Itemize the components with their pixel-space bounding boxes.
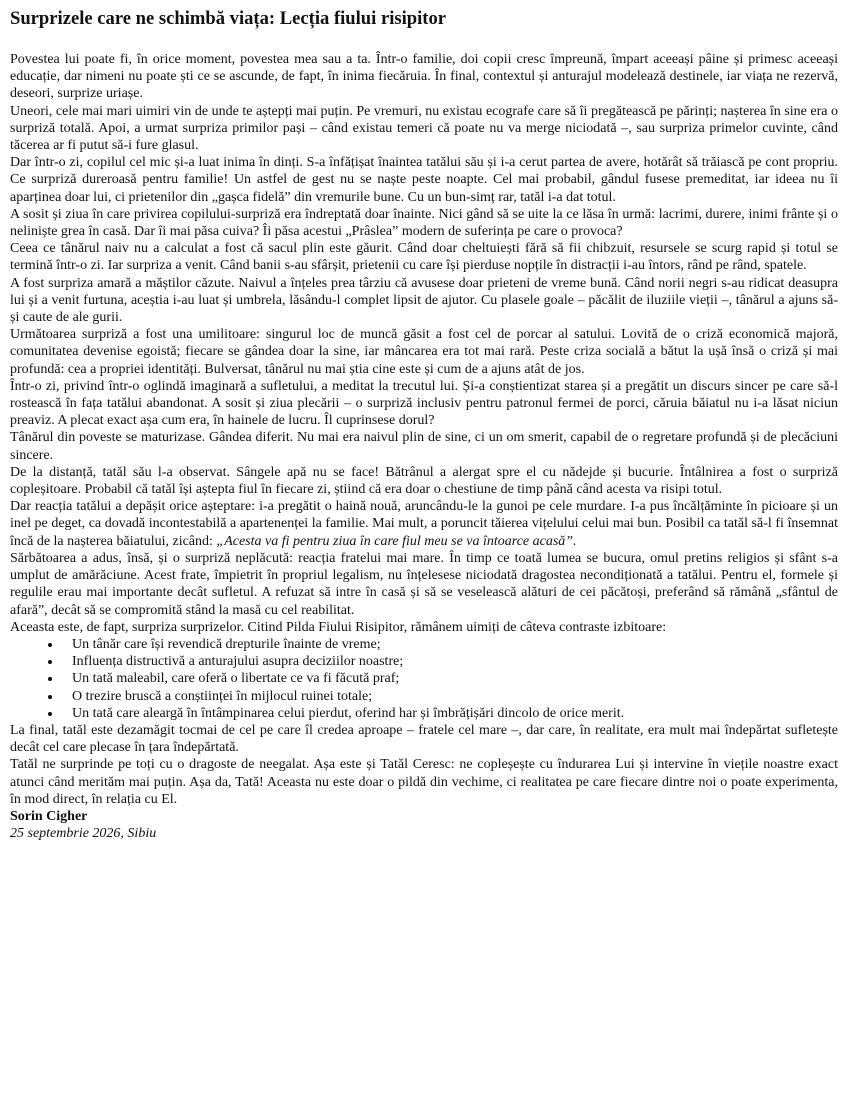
- paragraph: De la distanță, tatăl său l-a observat. Sângele apă nu se face! Bătrânul a alergat spre el cu nădejde și bucurie. Întâlnirea a fost o surpriză copleșitoare. Probabil că tatăl își aștepta fiul în fiecare zi, știind că era doar o chestiune de timp până când acesta va risipi totul.: [10, 464, 838, 498]
- article-title: Surprizele care ne schimbă viața: Lecția fiului risipitor: [10, 8, 447, 29]
- list-item: • Un tată care aleargă în întâmpinarea celui pierdut, oferind har și îmbrățișări dincolo de orice merit.: [62, 705, 838, 722]
- paragraph: Într-o zi, privind într-o oglindă imaginară a sufletului, a meditat la trecutul lui. Și-a conștientizat starea și a pregătit un discurs sincer pe care să-l rostească în fața tatălui abandonat. A sosit și ziua plecării – o surpriză inclusiv pentru patronul fermei de porci, căruia băiatul nu i-a lăsat niciun preaviz. A plecat exact așa cum era, în hainele de lucru. Îl cuprinsese dorul?: [10, 378, 838, 429]
- paragraph: Ceea ce tânărul naiv nu a calculat a fost că sacul plin este găurit. Când doar cheltuiești fără să fii chibzuit, resursele se scurg rapid și totul se termină într-o zi. Iar surpriza a venit. Când banii s-au sfârșit, prietenii cu care își pierduse nopțile în distracții i-au întors, rând pe rând, spatele.: [10, 241, 838, 274]
- author-name: Sorin Cigher: [10, 808, 88, 824]
- paragraph: La final, tatăl este dezamăgit tocmai de cel pe care îl credea aproape – fratele cel mare –, dar care, în realitate, era mult mai îndepărtat sufletește decât cel care plecase în țara îndepărtată.: [10, 722, 838, 756]
- paragraph: A fost surpriza amară a măștilor căzute. Naivul a înțeles prea târziu că avusese doar prieteni de vreme bună. Când norii negri s-au ridicat deasupra lui și a venit furtuna, aceștia i-au luat și umbrela, lăsându-l complet lipsit de ajutor. Cu plasele goale – păcălit de iluziile vieții –, tânărul a ajuns să-și caute de ale gurii.: [10, 275, 838, 326]
- list-item: • O trezire bruscă a conștiinței în mijlocul ruinei totale;: [62, 688, 838, 705]
- paragraph: Dar într-o zi, copilul cel mic și-a luat inima în dinți. S-a înfățișat înaintea tatălui său și i-a cerut partea de avere, hotărât să trăiască pe cont propriu. Ce surpriză dureroasă pentru familie! Un astfel de gest nu se naște peste noapte. Cel mai probabil, gândul fusese premeditat, iar ideea nu îi aparținea doar lui, ci prietenilor din „gașca fidelă” din vremurile bune. Cu un bun-simț rar, tatăl i-a dat totul.: [10, 155, 838, 205]
- reaction-quote: „Acesta va fi pentru ziua în care fiul meu se va întoarce acasă”.: [216, 533, 577, 549]
- list-item: • Un tânăr care își revendică drepturile înainte de vreme;: [62, 636, 838, 653]
- paragraph: Următoarea surpriză a fost una umilitoare: singurul loc de muncă găsit a fost cel de porcar al satului. Lovită de o criză economică majoră, comunitatea devenise egoistă; fiecare se gândea doar la sine, iar mâncarea era tot mai rară. Peste criza socială a bătut la ușă însă o criză și mai profundă: cea a propriei identități. Bulversat, tânărul nu mai știa cine este și cum de a ajuns atât de jos.: [10, 327, 838, 377]
- paragraph: A sosit și ziua în care privirea copilului-surpriză era îndreptată doar înainte. Nici gând să se uite la ce lăsa în urmă: lacrimi, durere, inimi frânte și o neliniște grea în casă. Dar îi mai păsa cuiva? Îi păsa acestui „Prâslea” modern de suferința pe care o provoca?: [10, 206, 838, 240]
- reaction-paragraph: [10, 498, 838, 550]
- paragraph: Tânărul din poveste se maturizase. Gândea diferit. Nu mai era naivul plin de sine, ci un om smerit, capabil de o regretare profundă și de plecăciuni sincere.: [10, 430, 838, 463]
- article-body: [10, 51, 838, 808]
- list-item: • Influența distructivă a anturajului asupra deciziilor noastre;: [62, 653, 838, 670]
- paragraph: Povestea lui poate fi, în orice moment, povestea mea sau a ta. Într-o familie, doi copii cresc împreună, împart aceeași pâine și primesc aceeași educație, dar nimeni nu poate ști ce se ascunde, de fapt, în inima fiecăruia. În final, contextul și anturajul modelează destinele, iar viața ne rezervă, deseori, surprize uriașe.: [10, 52, 838, 102]
- paragraph: Sărbătoarea a adus, însă, și o surpriză neplăcută: reacția fratelui mai mare. În timp ce toată lumea se bucura, omul pretins religios și sfânt s-a umplut de amărăciune. Acest frate, împietrit în propriul legalism, nu înțelesese niciodată dragostea necondiționată a tatălui. Pentru el, formele și regulile erau mai importante decât sufletul. A refuzat să intre în casă și să se veselească alături de cei păcătoși, preferând să rămână „sfântul de afară”, decât să se compromită stând la masă cu cel reabilitat.: [10, 550, 838, 618]
- contrasts-list: [10, 636, 838, 722]
- list-item: • Un tată maleabil, care oferă o libertate ce va fi făcută praf;: [62, 670, 838, 687]
- reaction-text: Dar reacția tatălui a depășit orice așteptare: i-a pregătit o haină nouă, aruncându-le la gunoi pe cele murdare. I-a pus încălțăminte în picioare și un inel pe deget, ca dovadă incontestabilă a apartenenței la familie. Mai mult, a poruncit tăierea vițelului celui mai bun. Posibil ca tatăl să-l fi însemnat încă de la nașterea băiatului, zicând:: [10, 499, 838, 549]
- paragraph: Aceasta este, de fapt, surpriza surprizelor. Citind Pilda Fiului Risipitor, rămânem uimiți de câteva contraste izbitoare:: [10, 619, 667, 635]
- paragraph: Uneori, cele mai mari uimiri vin de unde te aștepți mai puțin. Pe vremuri, nu existau ecografe care să îi pregătească pe părinți; nașterea în sine era o surpriză totală. Apoi, a urmat surpriza primilor pași – când existau temeri că poate nu va merge niciodată –, sau surpriza primelor cuvinte, când tăcerea ar fi putut să-i fure glasul.: [10, 103, 838, 154]
- dateline: 25 septembrie 2026, Sibiu: [10, 826, 157, 842]
- paragraph: Tatăl ne surprinde pe toți cu o dragoste de neegalat. Așa este și Tatăl Ceresc: ne copleșește cu îndurarea Lui și intervine în viețile noastre exact atunci când merităm mai puțin. Așa da, Tată! Aceasta nu este doar o pildă din vechime, ci realitatea pe care fiecare dintre noi o poate experimenta, în mod direct, în relația cu El.: [10, 757, 838, 807]
